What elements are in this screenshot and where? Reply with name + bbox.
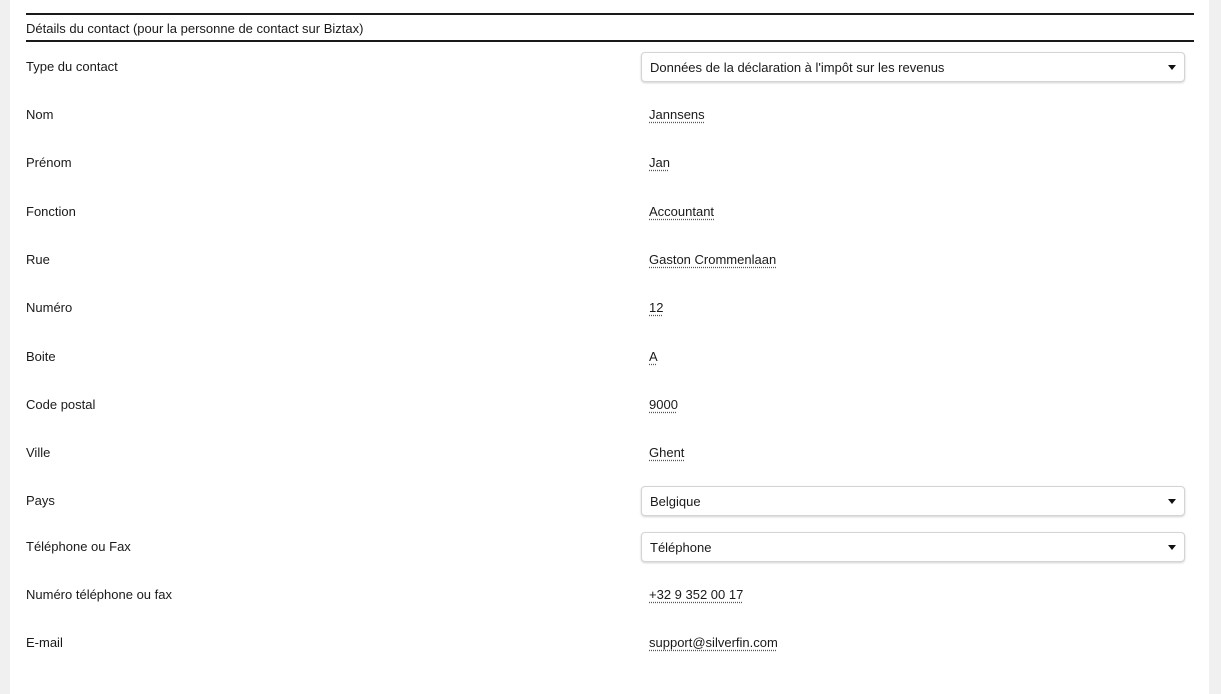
rue-field[interactable]: Gaston Crommenlaan <box>649 252 777 267</box>
label-boite: Boite <box>26 349 56 364</box>
label-rue: Rue <box>26 252 50 267</box>
email-field[interactable]: support@silverfin.com <box>649 635 778 650</box>
row-numero <box>26 292 1194 324</box>
caret-down-icon <box>1168 65 1176 70</box>
label-pays: Pays <box>26 493 55 508</box>
label-email: E-mail <box>26 635 63 650</box>
telephone-ou-fax-select[interactable] <box>641 532 1185 562</box>
row-prenom <box>26 147 1194 179</box>
row-numero-telephone <box>26 579 1194 611</box>
caret-down-icon <box>1168 545 1176 550</box>
ville-field[interactable]: Ghent <box>649 445 685 460</box>
label-type-contact: Type du contact <box>26 59 118 74</box>
row-nom <box>26 99 1194 131</box>
nom-field[interactable]: Jannsens <box>649 107 705 122</box>
row-ville <box>26 437 1194 469</box>
label-numero-telephone: Numéro téléphone ou fax <box>26 587 172 602</box>
row-pays <box>26 485 1194 517</box>
label-telephone-ou-fax: Téléphone ou Fax <box>26 539 131 554</box>
pays-selected-value: Belgique <box>650 494 701 509</box>
row-fonction <box>26 196 1194 228</box>
type-contact-select[interactable] <box>641 52 1185 82</box>
prenom-field[interactable]: Jan <box>649 155 670 170</box>
type-contact-selected-value: Données de la déclaration à l'impôt sur les revenus <box>650 60 945 75</box>
section-title: Détails du contact (pour la personne de contact sur Biztax) <box>26 13 1194 42</box>
row-type-contact <box>26 51 1194 83</box>
row-rue <box>26 244 1194 276</box>
label-fonction: Fonction <box>26 204 76 219</box>
numero-field[interactable]: 12 <box>649 300 664 315</box>
row-telephone-ou-fax <box>26 531 1194 563</box>
code-postal-field[interactable]: 9000 <box>649 397 678 412</box>
row-code-postal <box>26 389 1194 421</box>
row-email <box>26 627 1194 659</box>
contact-details-panel <box>10 0 1209 694</box>
caret-down-icon <box>1168 499 1176 504</box>
boite-field[interactable]: A <box>649 349 658 364</box>
label-ville: Ville <box>26 445 51 460</box>
label-prenom: Prénom <box>26 155 72 170</box>
pays-select[interactable] <box>641 486 1185 516</box>
label-numero: Numéro <box>26 300 73 315</box>
row-boite <box>26 341 1194 373</box>
numero-telephone-field[interactable]: +32 9 352 00 17 <box>649 587 744 602</box>
label-code-postal: Code postal <box>26 397 96 412</box>
telephone-ou-fax-selected-value: Téléphone <box>650 540 712 555</box>
fonction-field[interactable]: Accountant <box>649 204 715 219</box>
label-nom: Nom <box>26 107 54 122</box>
